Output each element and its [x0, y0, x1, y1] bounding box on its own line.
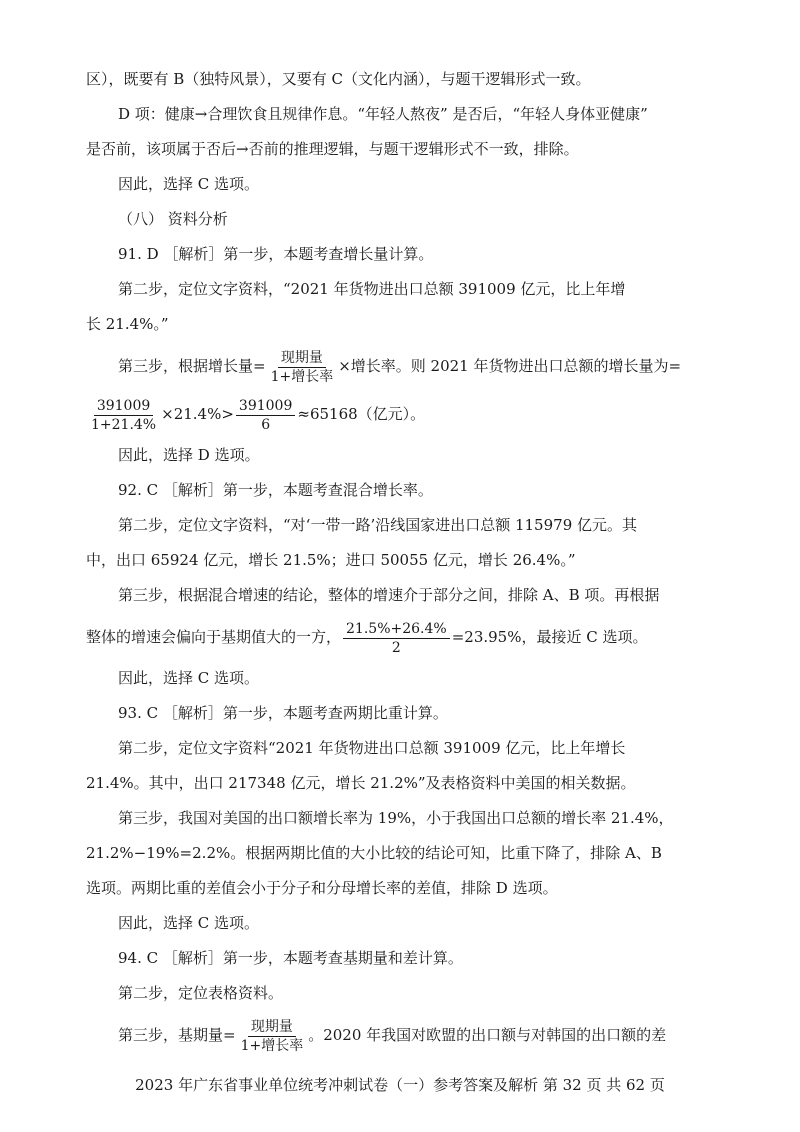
denominator: 6: [261, 416, 271, 433]
text-line: 因此，选择 C 选项。: [118, 914, 260, 932]
fraction: [343, 620, 450, 657]
formula-line: [86, 1011, 726, 1059]
text-line: 因此，选择 C 选项。: [118, 669, 260, 687]
text-line: 第二步，定位文字资料，“对‘一带一路’沿线国家进出口总额 115979 亿元。其: [118, 516, 638, 534]
fraction: [238, 1018, 307, 1055]
denominator: 2: [391, 639, 401, 656]
denominator: 1+增长率: [240, 1037, 304, 1054]
fraction: [88, 397, 159, 434]
question-93-header: 93. C ［解析］第一步，本题考查两期比重计算。: [118, 704, 448, 722]
question-91-header: 91. D ［解析］第一步，本题考查增长量计算。: [118, 245, 434, 263]
text-line: 区），既要有 B（独特风景），又要有 C（文化内涵），与题干逻辑形式一致。: [86, 70, 591, 88]
text-span: ≈65168（亿元）。: [297, 405, 426, 423]
text-line: 因此，选择 C 选项。: [118, 175, 260, 193]
text-line: 第二步，定位文字资料“2021 年货物进出口总额 391009 亿元，比上年增长: [118, 739, 626, 757]
text-span: 第三步，基期量=: [118, 1026, 236, 1044]
text-span: ×增长率。则 2021 年货物进出口总额的增长量为=: [338, 357, 682, 375]
numerator: 现期量: [248, 1018, 296, 1037]
fraction: [236, 397, 295, 434]
question-94-header: 94. C ［解析］第一步，本题考查基期量和差计算。: [118, 949, 463, 967]
numerator: 391009: [94, 397, 153, 416]
numerator: 391009: [236, 397, 295, 416]
text-span: =23.95%，最接近 C 选项。: [451, 628, 648, 646]
document-body: [86, 62, 726, 1059]
text-line: 第三步，我国对美国的出口额增长率为 19%，小于我国出口总额的增长率 21.4%，: [118, 809, 674, 827]
formula-line: [86, 342, 726, 390]
text-line: 长 21.4%。”: [86, 315, 169, 333]
page-footer: 2023 年广东省事业单位统考冲刺试卷（一）参考答案及解析 第 32 页 共 62 页: [135, 1076, 665, 1094]
text-span: 。2020 年我国对欧盟的出口额与对韩国的出口额的差: [308, 1026, 667, 1044]
text-line: 因此，选择 D 选项。: [118, 446, 260, 464]
denominator: 1+增长率: [270, 368, 334, 385]
text-span: 整体的增速会偏向于基期值大的一方，: [86, 628, 342, 646]
text-span: 第三步，根据增长量=: [118, 357, 266, 375]
numerator: 现期量: [278, 349, 326, 368]
text-line: 第二步，定位文字资料，“2021 年货物进出口总额 391009 亿元，比上年增: [118, 280, 626, 298]
formula-line: [86, 613, 726, 661]
numerator: 21.5%+26.4%: [343, 620, 450, 639]
text-line: 第三步，根据混合增速的结论，整体的增速介于部分之间，排除 A、B 项。再根据: [118, 586, 660, 604]
formula-line: [86, 390, 726, 438]
text-line: 第二步，定位表格资料。: [118, 984, 284, 1002]
question-92-header: 92. C ［解析］第一步，本题考查混合增长率。: [118, 481, 433, 499]
text-line: 选项。两期比重的差值会小于分子和分母增长率的差值，排除 D 选项。: [86, 879, 558, 897]
text-line: 21.4%。其中，出口 217348 亿元，增长 21.2%”及表格资料中美国的相关数据。: [86, 774, 636, 792]
text-line: 中，出口 65924 亿元，增长 21.5%；进口 50055 亿元，增长 26.4%。”: [86, 551, 576, 569]
fraction: [268, 349, 337, 386]
text-line: 21.2%−19%=2.2%。根据两期比值的大小比较的结论可知，比重下降了，排除 A、B: [86, 844, 662, 862]
section-heading: （八） 资料分析: [118, 210, 228, 228]
text-span: ×21.4%>: [161, 405, 234, 423]
text-line: 是否前，该项属于否后→否前的推理逻辑，与题干逻辑形式不一致，排除。: [86, 140, 579, 158]
denominator: 1+21.4%: [91, 416, 157, 433]
text-line: D 项：健康→合理饮食且规律作息。“年轻人熬夜” 是否后，“年轻人身体亚健康”: [118, 105, 648, 123]
